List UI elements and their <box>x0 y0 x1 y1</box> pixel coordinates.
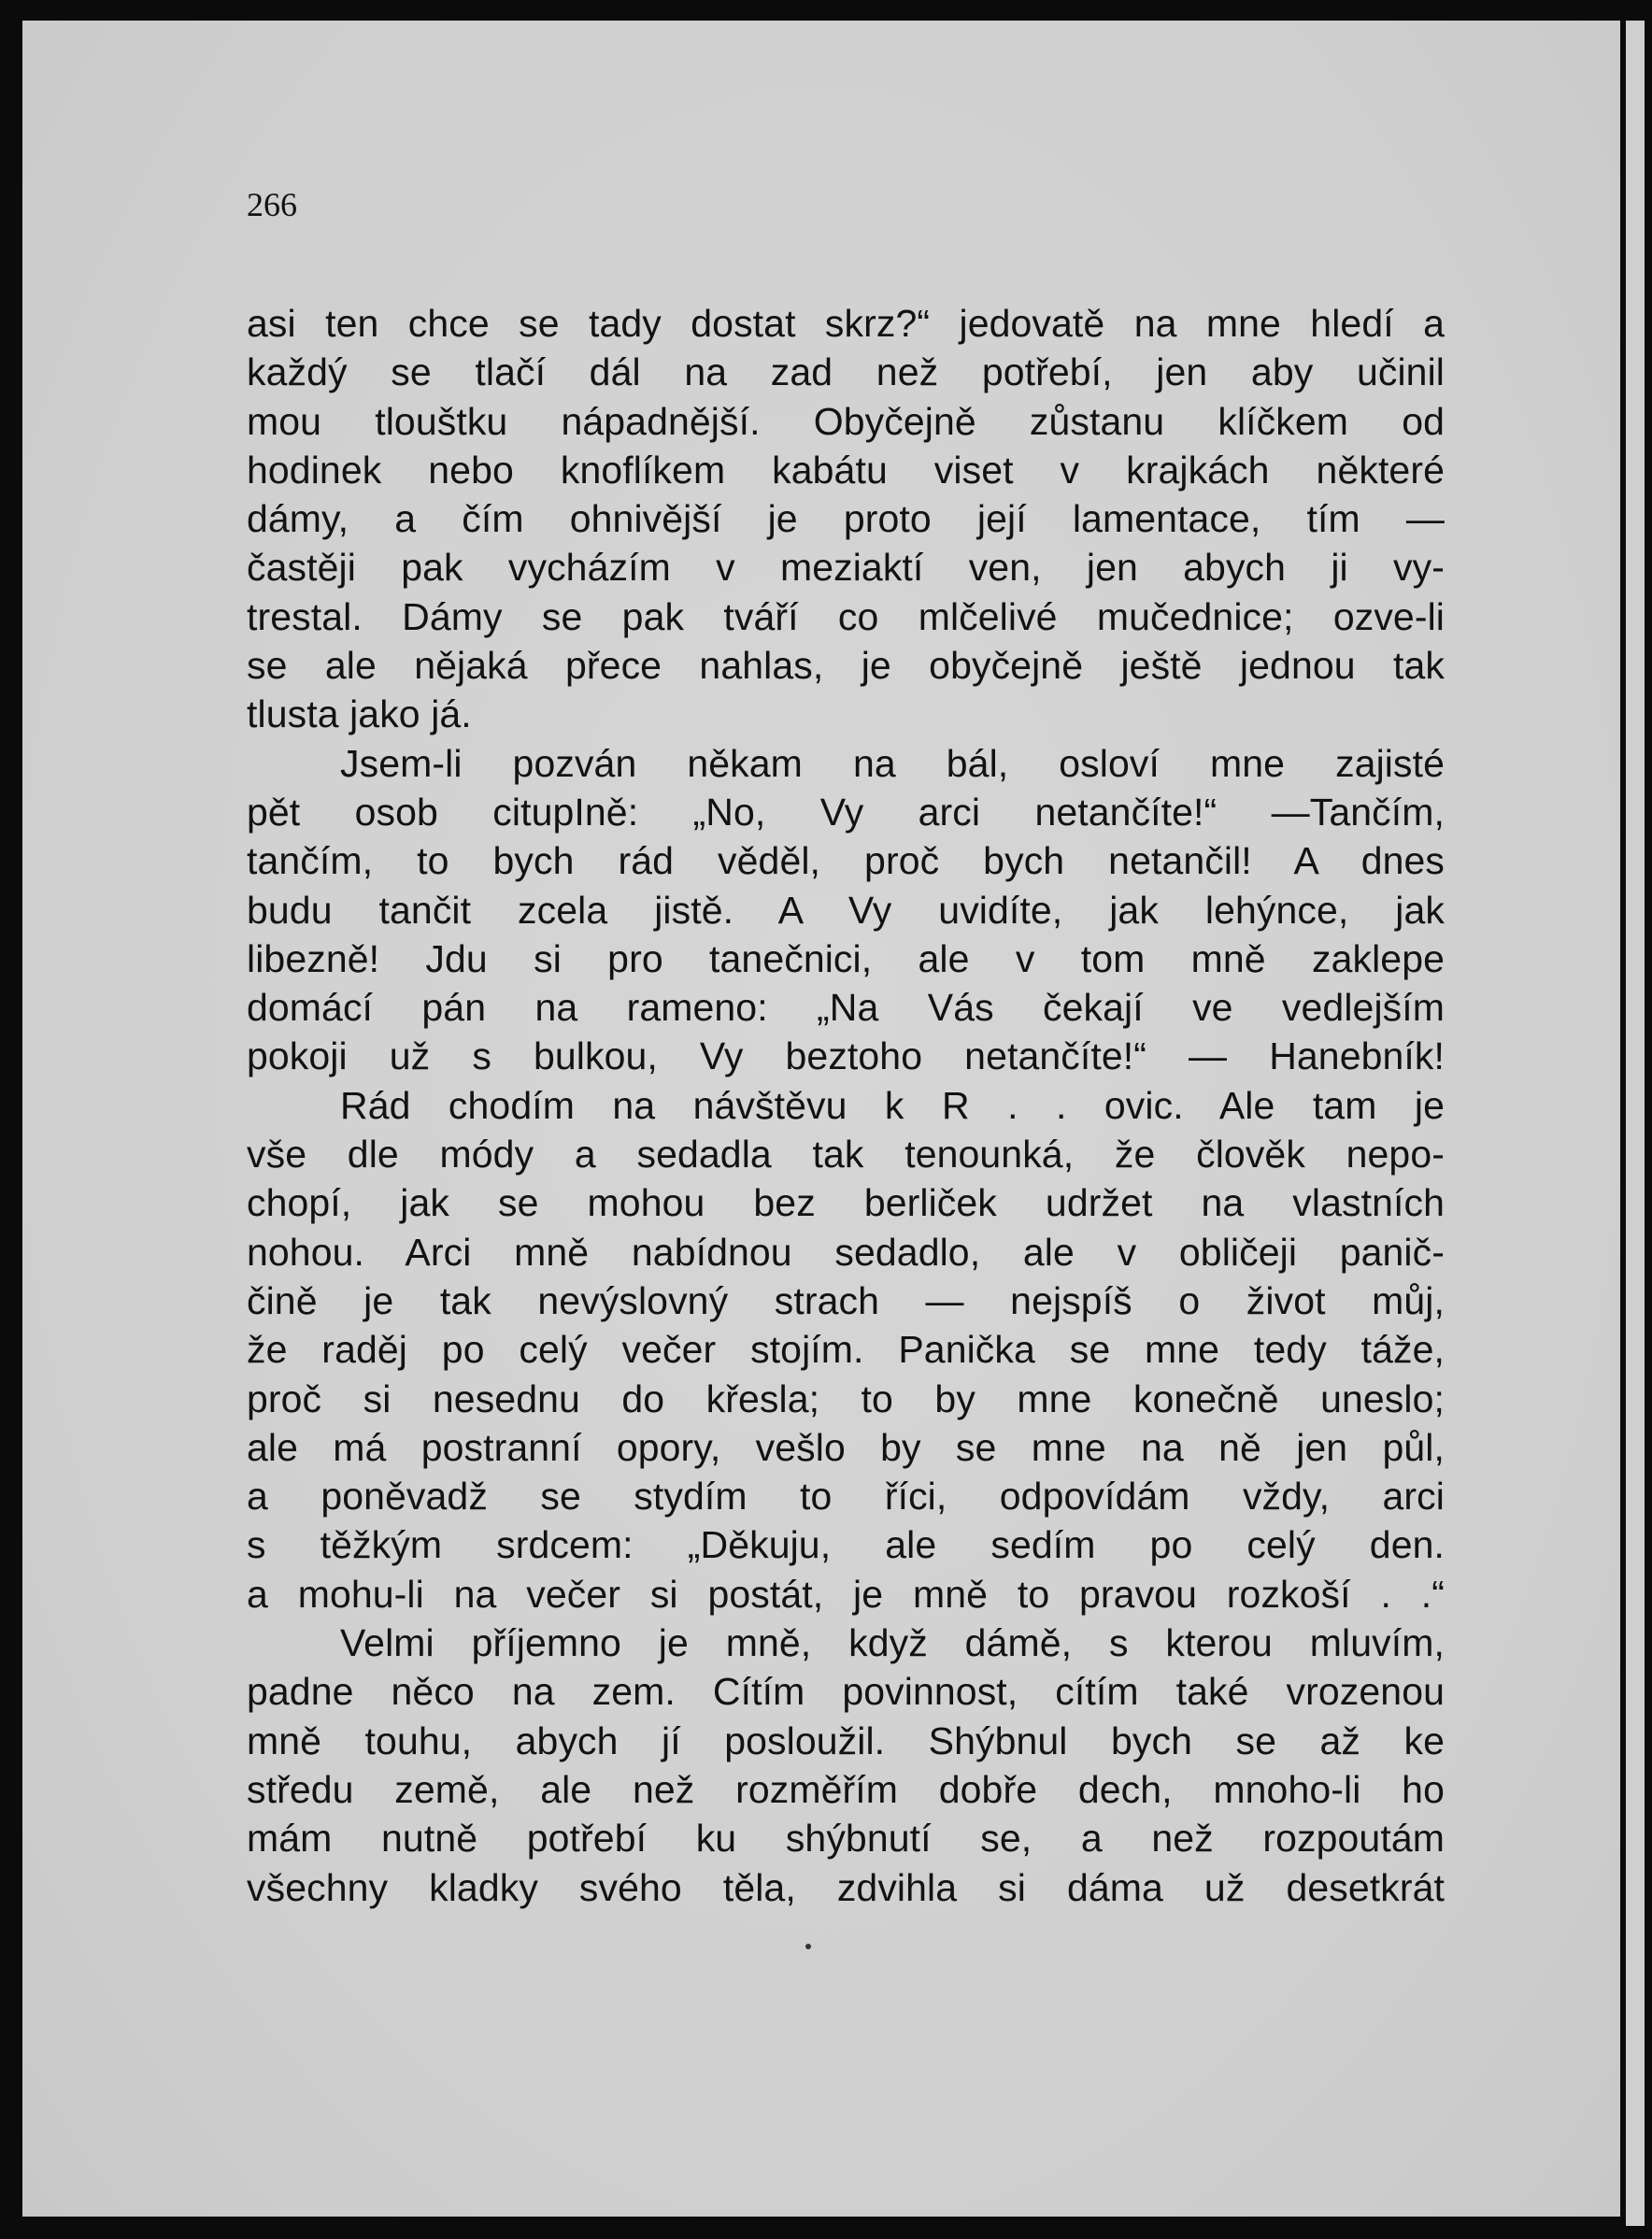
page-number: 266 <box>247 186 297 223</box>
text-line: pět osob citupIně: „No, Vy arci netančíte!“ —Tančím, <box>247 790 1445 834</box>
text-line: se ale nějaká přece nahlas, je obyčejně ještě jednou tak <box>247 644 1445 688</box>
text-line: a mohu-li na večer si postát, je mně to pravou rozkoší . .“ <box>247 1572 1445 1616</box>
text-line: středu země, ale než rozměřím dobře dech, mnoho-li ho <box>247 1767 1445 1811</box>
text-line: ale má postranní opory, vešlo by se mne na ně jen půl, <box>247 1425 1445 1469</box>
text-line: mám nutně potřebí ku shýbnutí se, a než rozpoutám <box>247 1817 1445 1861</box>
text-line: chopí, jak se mohou bez berliček udržet na vlastních <box>247 1181 1445 1225</box>
text-line: všechny kladky svého těla, zdvihla si dáma už desetkrát <box>247 1865 1445 1909</box>
text-line: trestal. Dámy se pak tváří co mlčelivé mučednice; ozve-li <box>247 594 1445 638</box>
body-text <box>247 299 1445 1912</box>
print-speck <box>805 1944 811 1949</box>
text-line: hodinek nebo knoflíkem kabátu viset v krajkách některé <box>247 448 1445 492</box>
text-line: mou tlouštku nápadnější. Obyčejně zůstanu klíčkem od <box>247 399 1445 443</box>
text-line: vše dle módy a sedadla tak tenounká, že člověk nepo- <box>247 1133 1445 1177</box>
text-line: každý se tlačí dál na zad než potřebí, jen aby učinil <box>247 350 1445 394</box>
text-line: pokoji už s bulkou, Vy beztoho netančíte!“ — Hanebník! <box>247 1034 1445 1078</box>
text-line: Velmi příjemno je mně, když dámě, s kterou mluvím, <box>340 1621 1445 1665</box>
text-line: s těžkým srdcem: „Děkuju, ale sedím po celý den. <box>247 1523 1445 1567</box>
text-line: budu tančit zcela jistě. A Vy uvidíte, jak lehýnce, jak <box>247 888 1445 932</box>
text-line: čině je tak nevýslovný strach — nejspíš o život můj, <box>247 1278 1445 1322</box>
text-line: mně touhu, abych jí posloužil. Shýbnul bych se až ke <box>247 1718 1445 1762</box>
text-line: libezně! Jdu si pro tanečnici, ale v tom mně zaklepe <box>247 936 1445 980</box>
text-line: častěji pak vycházím v meziaktí ven, jen abych ji vy- <box>247 546 1445 590</box>
adjacent-page-edge <box>1626 21 1645 2226</box>
text-line: a poněvadž se stydím to říci, odpovídám vždy, arci <box>247 1475 1445 1519</box>
text-line: tlusta jako já. <box>247 692 472 736</box>
text-line: padne něco na zem. Cítím povinnost, cítím také vrozenou <box>247 1670 1445 1714</box>
text-line: domácí pán na rameno: „Na Vás čekají ve vedlejším <box>247 986 1445 1030</box>
text-line: nohou. Arci mně nabídnou sedadlo, ale v obličeji panič- <box>247 1230 1445 1274</box>
text-line: dámy, a čím ohnivější je proto její lamentace, tím — <box>247 497 1445 541</box>
text-line: že raděj po celý večer stojím. Panička se mne tedy táže, <box>247 1328 1445 1372</box>
text-line: tančím, to bych rád věděl, proč bych netančil! A dnes <box>247 839 1445 883</box>
text-line: proč si nesednu do křesla; to by mne konečně uneslo; <box>247 1376 1445 1420</box>
text-line: Rád chodím na návštěvu k R . . ovic. Ale tam je <box>340 1083 1445 1127</box>
text-line: Jsem-li pozván někam na bál, osloví mne zajisté <box>340 741 1445 785</box>
text-line: asi ten chce se tady dostat skrz?“ jedovatě na mne hledí a <box>247 302 1445 345</box>
